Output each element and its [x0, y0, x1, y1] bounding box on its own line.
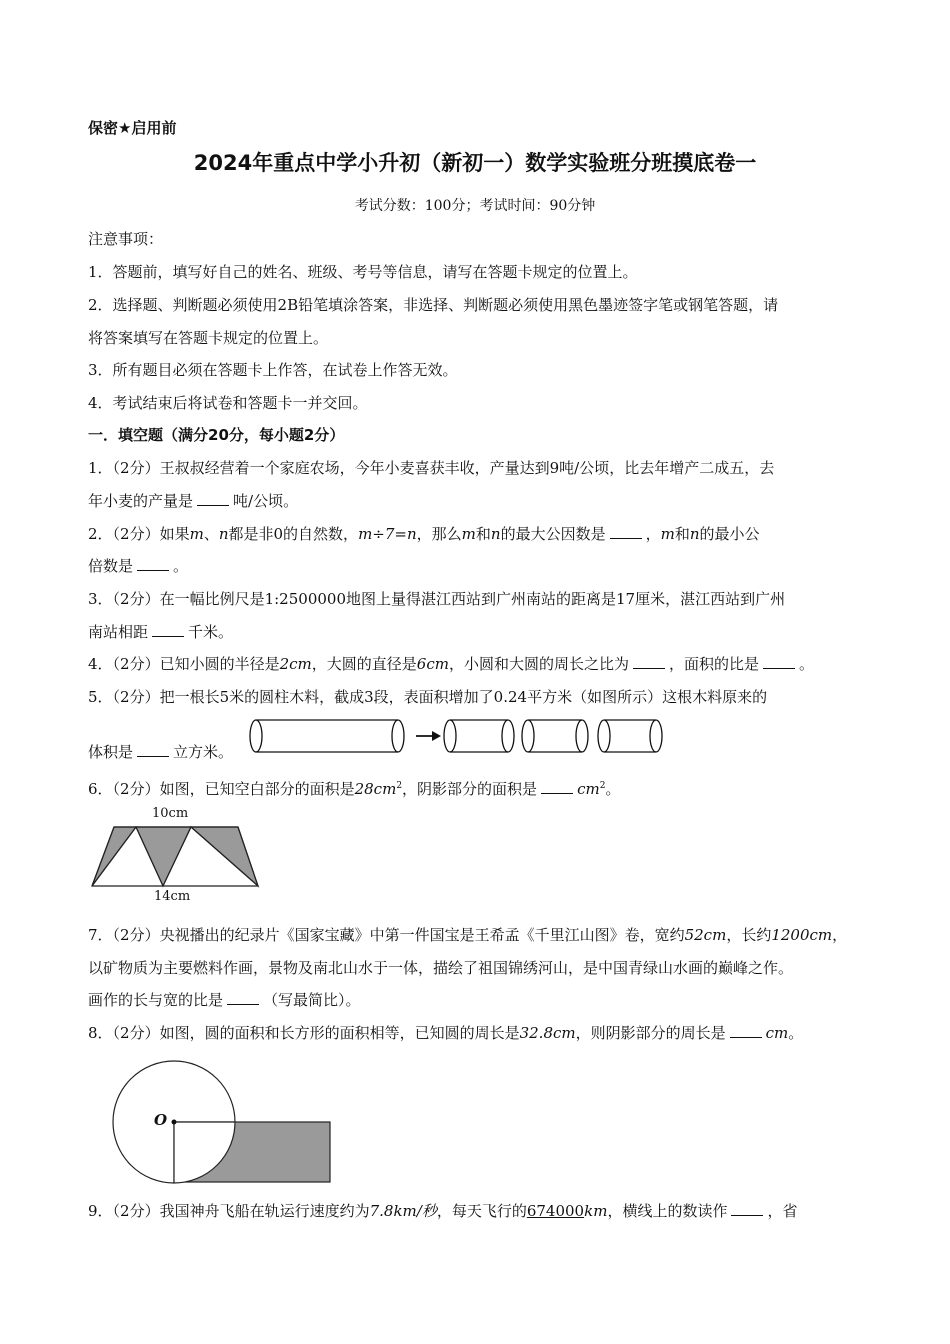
answer-blank[interactable]: [541, 779, 573, 794]
trapezoid-figure: [88, 825, 263, 887]
trapezoid-top-label: 10cm: [152, 806, 189, 821]
circle-rectangle-figure: [110, 1060, 335, 1185]
answer-blank[interactable]: [137, 556, 169, 571]
page-title: 2024年重点中学小升初（新初一）数学实验班分班摸底卷一: [193, 151, 757, 175]
secret-label: 保密★启用前: [88, 119, 177, 137]
cylinder-cut-figure: [248, 716, 668, 756]
question-7-line: 以矿物质为主要燃料作画，景物及南北山水于一体，描绘了祖国锦绣河山，是中国青绿山水画的巅峰之作。: [88, 959, 794, 977]
note-item: 4．考试结束后将试卷和答题卡一并交回。: [88, 394, 368, 412]
question-3-line: 南站相距 千米。: [88, 623, 234, 641]
question-8-line: 8．（2分）如图，圆的面积和长方形的面积相等，已知圆的周长是32.8cm，则阴影部分的周长是 cm。: [88, 1024, 804, 1042]
exam-info: 考试分数：100分；考试时间：90分钟: [354, 198, 596, 214]
notes-heading: 注意事项：: [88, 230, 164, 248]
question-5-line: 5．（2分）把一根长5米的圆柱木料，截成3段，表面积增加了0.24平方米（如图所示）这根木料原来的: [88, 688, 768, 706]
answer-blank[interactable]: [137, 742, 169, 757]
question-9-line: 9．（2分）我国神舟飞船在轨运行速度约为7.8km/秒，每天飞行的674000km，横线上的数读作 ，省: [88, 1202, 798, 1220]
answer-blank[interactable]: [152, 622, 184, 637]
section-title: 一．填空题（满分20分，每小题2分）: [88, 426, 345, 444]
note-item: 将答案填写在答题卡规定的位置上。: [88, 329, 329, 347]
answer-blank[interactable]: [731, 1201, 763, 1216]
question-2-line: 2．（2分）如果m、n都是非0的自然数，m÷7=n，那么m和n的最大公因数是 ，m和n的最小公: [88, 525, 760, 543]
question-2-line: 倍数是 。: [88, 557, 189, 575]
answer-blank[interactable]: [730, 1023, 762, 1038]
circle-center-label: O: [154, 1111, 168, 1129]
answer-blank[interactable]: [610, 524, 642, 539]
question-5-line: 体积是 立方米。: [88, 743, 234, 761]
answer-blank[interactable]: [633, 654, 665, 669]
answer-blank[interactable]: [227, 990, 259, 1005]
note-item: 3．所有题目必须在答题卡上作答，在试卷上作答无效。: [88, 361, 458, 379]
question-1-line: 年小麦的产量是 吨/公顷。: [88, 492, 299, 510]
question-7-line: 7．（2分）央视播出的纪录片《国家宝藏》中第一件国宝是王希孟《千里江山图》卷，宽约52cm，长约1200cm，: [88, 926, 848, 944]
answer-blank[interactable]: [763, 654, 795, 669]
question-1-line: 1．（2分）王叔叔经营着一个家庭农场，今年小麦喜获丰收，产量达到9吨/公顷，比去年增产二成五，去: [88, 459, 775, 477]
question-7-line: 画作的长与宽的比是 （写最简比）。: [88, 991, 361, 1009]
answer-blank[interactable]: [197, 491, 229, 506]
question-6-line: 6．（2分）如图，已知空白部分的面积是$28cm^2$，阴影部分的面积是 $cm^2$。: [88, 780, 621, 798]
note-item: 2．选择题、判断题必须使用2B铅笔填涂答案，非选择、判断题必须使用黑色墨迹签字笔或钢笔答题，请: [88, 296, 779, 314]
question-3-line: 3．（2分）在一幅比例尺是1:2500000地图上量得湛江西站到广州南站的距离是17厘米，湛江西站到广州: [88, 590, 786, 608]
trapezoid-bottom-label: 14cm: [154, 889, 191, 904]
note-item: 1．答题前，填写好自己的姓名、班级、考号等信息，请写在答题卡规定的位置上。: [88, 263, 638, 281]
question-4-line: 4．（2分）已知小圆的半径是2cm，大圆的直径是6cm，小圆和大圆的周长之比为 ，面积的比是 。: [88, 655, 814, 673]
